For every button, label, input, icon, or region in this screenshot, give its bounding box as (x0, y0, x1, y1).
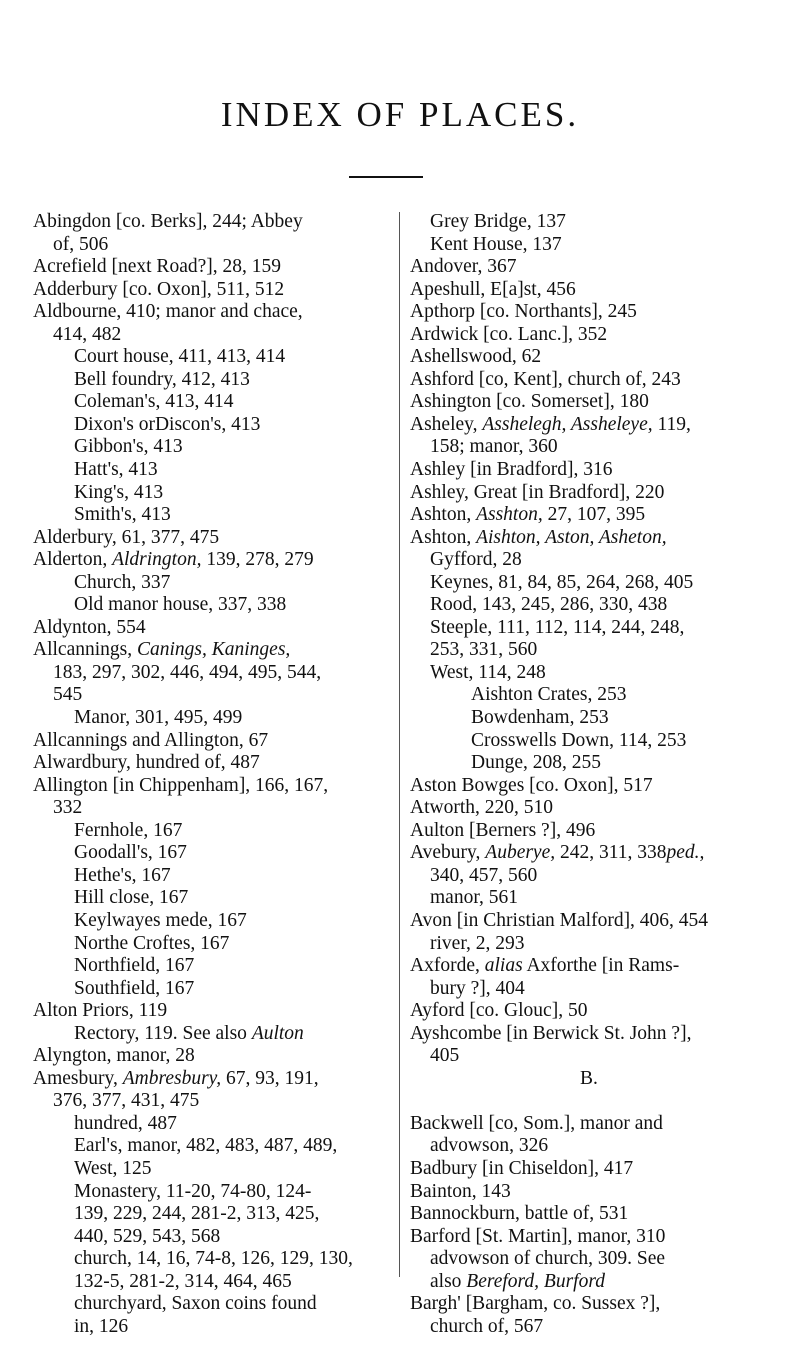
entry-text: Hill close, 167 (74, 887, 189, 909)
index-entry-line (410, 301, 768, 324)
entry-text: Aldbourne, 410; manor and chace, (33, 301, 303, 323)
index-entry-line (410, 1181, 768, 1204)
entry-text: Goodall's, 167 (74, 842, 187, 864)
index-entry-line (33, 752, 391, 775)
entry-text: Old manor house, 337, 338 (74, 594, 287, 616)
entry-text: 414, 482 (53, 323, 122, 345)
entry-text: Abingdon [co. Berks], 244; Abbey (33, 211, 303, 232)
index-entry-line (410, 752, 768, 775)
index-entry-line (33, 1181, 391, 1204)
entry-variant-italic: Bereford, Burford (466, 1270, 605, 1292)
index-entry-line (33, 1068, 391, 1091)
entry-text: Allcannings, (33, 639, 137, 661)
index-entry-line (33, 369, 391, 392)
entry-text: Ashington [co. Somerset], 180 (410, 391, 649, 413)
index-entry-line (410, 279, 768, 302)
index-entry-line (410, 842, 768, 865)
index-entry-line (410, 865, 768, 888)
entry-text: bury ?], 404 (430, 977, 525, 999)
index-entry-line (410, 617, 768, 640)
entry-text: Alwardbury, hundred of, 487 (33, 752, 260, 774)
entry-text: Northe Croftes, 167 (74, 932, 230, 954)
index-entry-line (33, 1226, 391, 1249)
entry-variant-italic: Asshton, (476, 504, 543, 526)
index-entry-line (33, 662, 391, 685)
entry-text: Steeple, 111, 112, 114, 244, 248, (430, 616, 685, 638)
index-entry-line (33, 730, 391, 753)
entry-text: Acrefield [next Road?], 28, 159 (33, 256, 281, 278)
index-entry-line (410, 234, 768, 257)
entry-variant-italic: Aulton (251, 1022, 304, 1044)
index-entry-line (33, 1023, 391, 1046)
index-entry-line (410, 933, 768, 956)
entry-text: Andover, 367 (410, 256, 517, 278)
index-entry-line (410, 572, 768, 595)
entry-text: Alton Priors, 119 (33, 1000, 168, 1022)
index-entry-line (33, 1248, 391, 1271)
index-entry-line (410, 662, 768, 685)
index-entry-line (410, 1023, 768, 1046)
index-entry-line (33, 594, 391, 617)
entry-variant-italic: Ambresbury, (122, 1067, 222, 1089)
entry-pages: 67, 93, 191, (221, 1067, 319, 1089)
entry-text: Fernhole, 167 (74, 819, 183, 841)
entry-text: 376, 377, 431, 475 (53, 1090, 200, 1112)
index-entry-line (33, 955, 391, 978)
entry-text: Grey Bridge, 137 (430, 211, 566, 232)
index-entry-line (410, 955, 768, 978)
index-entry-line (410, 639, 768, 662)
entry-text: Coleman's, 413, 414 (74, 391, 234, 413)
index-entry-line (33, 436, 391, 459)
entry-text: Dixon's orDiscon's, 413 (74, 413, 261, 435)
entry-text: Amesbury, (33, 1067, 123, 1089)
entry-variant-italic: Aishton, Aston, Asheton, (476, 526, 667, 548)
entry-text: Northfield, 167 (74, 955, 195, 977)
index-entry-line (33, 527, 391, 550)
index-entry-line (33, 391, 391, 414)
entry-text: Crosswells Down, 114, 253 (471, 729, 687, 751)
entry-variant-italic: Asshelegh, Assheleye, (482, 413, 653, 435)
index-entry-line (33, 1316, 391, 1339)
entry-text: 183, 297, 302, 446, 494, 495, 544, (53, 661, 322, 683)
index-entry-line (33, 1203, 391, 1226)
index-entry-line (410, 504, 768, 527)
index-entry-line (410, 775, 768, 798)
entry-variant-italic: Aldrington, (112, 549, 202, 571)
entry-text: 340, 457, 560 (430, 864, 538, 886)
entry-text: Ashley, Great [in Bradford], 220 (410, 481, 665, 503)
entry-text: Avebury, (410, 842, 486, 864)
index-entry-line (33, 639, 391, 662)
entry-text: hundred, 487 (74, 1112, 177, 1134)
entry-text: Backwell [co, Som.], manor and (410, 1112, 663, 1134)
entry-text: Avon [in Christian Malford], 406, 454 (410, 909, 709, 931)
entry-text: Rood, 143, 245, 286, 330, 438 (430, 594, 668, 616)
entry-text: manor, 561 (430, 887, 519, 909)
entry-text: also (430, 1270, 467, 1292)
index-entry-line (410, 1158, 768, 1181)
index-entry-line (33, 1045, 391, 1068)
entry-text: Badbury [in Chiseldon], 417 (410, 1157, 634, 1179)
entry-text: King's, 413 (74, 481, 164, 503)
index-entry-line (410, 1135, 768, 1158)
entry-text: Manor, 301, 495, 499 (74, 707, 243, 729)
entry-pages: 139, 278, 279 (201, 549, 314, 571)
index-entry-line (410, 527, 768, 550)
index-entry-line (33, 301, 391, 324)
entry-text: Alderton, (33, 549, 113, 571)
index-entry-line (410, 1203, 768, 1226)
entry-text: advowson, 326 (430, 1135, 549, 1157)
index-entry-line (410, 1226, 768, 1249)
index-entry-line (33, 324, 391, 347)
entry-text: Rectory, 119. See also (74, 1022, 252, 1044)
entry-text: Aston Bowges [co. Oxon], 517 (410, 774, 653, 796)
index-entry-line (33, 414, 391, 437)
index-entry-line (410, 1248, 768, 1271)
entry-text: Ashley [in Bradford], 316 (410, 459, 613, 481)
index-entry-line (33, 707, 391, 730)
column-divider (399, 212, 400, 1277)
index-entry-line (410, 910, 768, 933)
index-entry-line (410, 1293, 768, 1316)
index-entry-line (33, 1293, 391, 1316)
index-entry-line (33, 256, 391, 279)
entry-text: 332 (53, 797, 83, 819)
entry-text: 158; manor, 360 (430, 436, 558, 458)
index-entry-line (33, 1158, 391, 1181)
entry-text: Aishton Crates, 253 (471, 684, 627, 706)
index-entry-line (33, 1271, 391, 1294)
entry-text: Bell foundry, 412, 413 (74, 368, 250, 390)
entry-text: Aulton [Berners ?], 496 (410, 819, 596, 841)
entry-text: Keynes, 81, 84, 85, 264, 268, 405 (430, 571, 694, 593)
index-entry-line (33, 933, 391, 956)
index-entry-line (410, 211, 768, 234)
index-entry-line (33, 211, 391, 234)
index-entry-line (33, 572, 391, 595)
entry-text: 440, 529, 543, 568 (74, 1225, 221, 1247)
entry-note-italic: ped., (666, 842, 705, 864)
spacer (410, 1090, 768, 1113)
entry-text: 132-5, 281-2, 314, 464, 465 (74, 1270, 292, 1292)
entry-text: Bainton, 143 (410, 1180, 511, 1202)
entry-text: Ashellswood, 62 (410, 346, 542, 368)
entry-text: Ashford [co, Kent], church of, 243 (410, 368, 681, 390)
entry-text: Kent House, 137 (430, 233, 562, 255)
index-entry-line (410, 730, 768, 753)
index-entry-line (410, 391, 768, 414)
entry-text: Allington [in Chippenham], 166, 167, (33, 774, 329, 796)
index-entry-line (33, 234, 391, 257)
entry-text: Ashton, (410, 504, 477, 526)
entry-text: Bowdenham, 253 (471, 707, 609, 729)
entry-text: Ardwick [co. Lanc.], 352 (410, 323, 608, 345)
entry-variant-italic: Canings, Kaninges, (136, 639, 291, 661)
index-entry-line (410, 1271, 768, 1294)
entry-text: West, 125 (74, 1157, 152, 1179)
index-entry-line (33, 775, 391, 798)
entry-text: Atworth, 220, 510 (410, 797, 553, 819)
index-entry-line (410, 707, 768, 730)
entry-text: 545 (53, 684, 83, 706)
entry-text: Hethe's, 167 (74, 864, 171, 886)
index-entry-line (410, 594, 768, 617)
entry-text: B. (580, 1067, 598, 1089)
entry-text: Axforde, (410, 955, 485, 977)
index-entry-line (33, 820, 391, 843)
index-entry-line (410, 797, 768, 820)
right-column (410, 211, 768, 1338)
index-entry-line (33, 279, 391, 302)
entry-text: 139, 229, 244, 281-2, 313, 425, (74, 1203, 320, 1225)
index-entry-line (410, 436, 768, 459)
index-entry-line (33, 865, 391, 888)
index-entry-line (33, 482, 391, 505)
entry-text: Monastery, 11-20, 74-80, 124- (74, 1180, 312, 1202)
entry-text: Court house, 411, 413, 414 (74, 346, 286, 368)
index-entry-line (33, 978, 391, 1001)
entry-text: Hatt's, 413 (74, 459, 158, 481)
entry-text: church of, 567 (430, 1315, 544, 1337)
index-entry-line (410, 369, 768, 392)
entry-text: Church, 337 (74, 571, 171, 593)
index-entry-line (410, 256, 768, 279)
entry-text: Ashton, (410, 526, 477, 548)
index-entry-line (410, 549, 768, 572)
entry-text: in, 126 (74, 1315, 129, 1337)
entry-text: Barford [St. Martin], manor, 310 (410, 1225, 666, 1247)
index-entry-line (410, 482, 768, 505)
index-entry-line (33, 459, 391, 482)
page-title: INDEX OF PLACES. (220, 95, 580, 134)
entry-text: 253, 331, 560 (430, 639, 538, 661)
entry-text: Alderbury, 61, 377, 475 (33, 526, 220, 548)
entry-text: Keylwayes mede, 167 (74, 909, 247, 931)
entry-text: Dunge, 208, 255 (471, 752, 601, 774)
entry-text: Gyfford, 28 (430, 549, 522, 571)
entry-text: Earl's, manor, 482, 483, 487, 489, (74, 1135, 338, 1157)
section-heading (410, 1068, 768, 1091)
index-entry-line (33, 504, 391, 527)
entry-text: Apeshull, E[a]st, 456 (410, 278, 576, 300)
entry-pages: 242, 311, 338 (555, 842, 667, 864)
entry-text: river, 2, 293 (430, 932, 525, 954)
index-entry-line (410, 414, 768, 437)
index-entry-line (410, 1316, 768, 1339)
entry-text: Alyngton, manor, 28 (33, 1045, 195, 1067)
index-entry-line (410, 820, 768, 843)
entry-text: Smith's, 413 (74, 504, 171, 526)
index-entry-line (410, 684, 768, 707)
index-entry-line (33, 1000, 391, 1023)
entry-text: churchyard, Saxon coins found (74, 1293, 317, 1315)
entry-text: Bannockburn, battle of, 531 (410, 1203, 629, 1225)
index-entry-line (33, 617, 391, 640)
index-entry-line (33, 684, 391, 707)
index-entry-line (33, 549, 391, 572)
entry-text: advowson of church, 309. See (430, 1248, 666, 1270)
title-rule (349, 176, 423, 178)
index-entry-line (410, 1000, 768, 1023)
index-entry-line (33, 1113, 391, 1136)
index-entry-line (33, 1135, 391, 1158)
index-entry-line (33, 797, 391, 820)
index-entry-line (410, 324, 768, 347)
index-entry-line (33, 887, 391, 910)
entry-text: Ayshcombe [in Berwick St. John ?], (410, 1022, 692, 1044)
entry-text: Gibbon's, 413 (74, 436, 183, 458)
index-entry-line (410, 887, 768, 910)
entry-pages: Axforthe [in Rams- (522, 955, 680, 977)
entry-text: Ayford [co. Glouc], 50 (410, 1000, 588, 1022)
index-entry-line (410, 346, 768, 369)
index-entry-line (33, 910, 391, 933)
index-entry-line (33, 842, 391, 865)
left-column (33, 211, 391, 1338)
entry-text: 405 (430, 1045, 460, 1067)
entry-variant-italic: alias (484, 955, 523, 977)
entry-pages: 27, 107, 395 (542, 504, 646, 526)
entry-text: West, 114, 248 (430, 661, 546, 683)
entry-text: Aldynton, 554 (33, 616, 146, 638)
index-entry-line (410, 459, 768, 482)
index-entry-line (410, 1045, 768, 1068)
entry-text: Adderbury [co. Oxon], 511, 512 (33, 278, 285, 300)
entry-pages: 119, (652, 413, 691, 435)
entry-variant-italic: Auberye, (485, 842, 556, 864)
entry-text: Asheley, (410, 413, 483, 435)
index-entry-line (33, 1090, 391, 1113)
entry-text: Allcannings and Allington, 67 (33, 729, 269, 751)
entry-text: Southfield, 167 (74, 977, 195, 999)
index-entry-line (410, 1113, 768, 1136)
entry-text: Apthorp [co. Northants], 245 (410, 301, 637, 323)
entry-text: Bargh' [Bargham, co. Sussex ?], (410, 1293, 661, 1315)
entry-text: church, 14, 16, 74-8, 126, 129, 130, (74, 1248, 353, 1270)
entry-text: of, 506 (53, 233, 109, 255)
index-entry-line (33, 346, 391, 369)
index-entry-line (410, 978, 768, 1001)
